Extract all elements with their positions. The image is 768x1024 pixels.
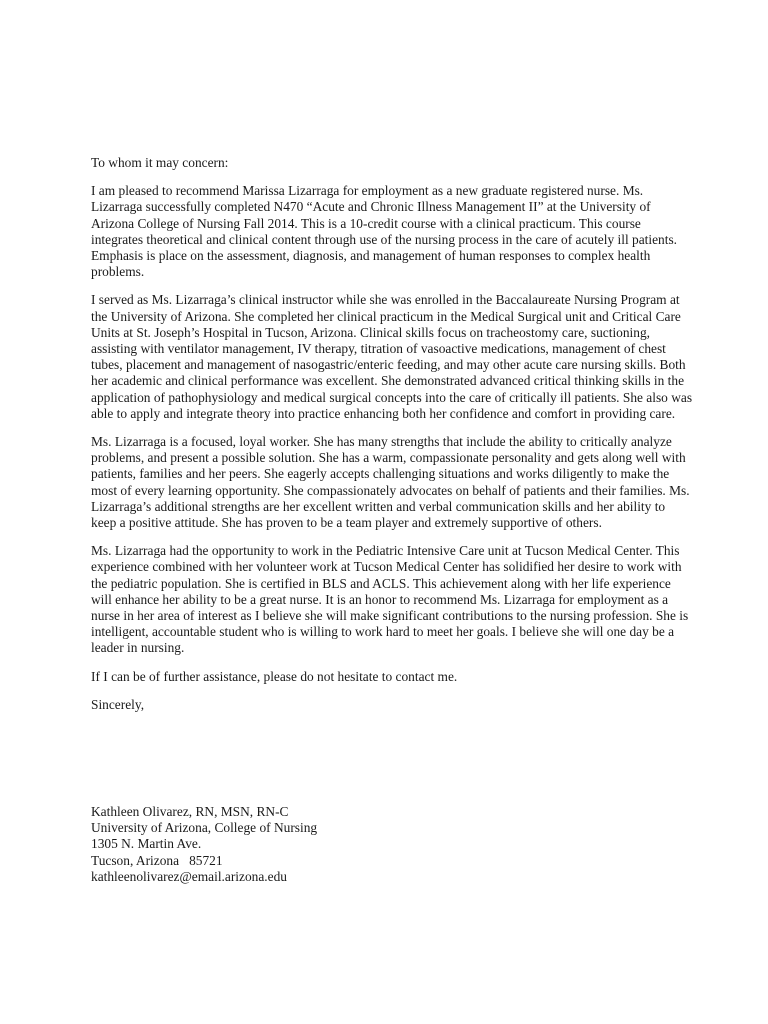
signatory-city-state-zip: Tucson, Arizona 85721	[91, 852, 223, 868]
signatory-name: Kathleen Olivarez, RN, MSN, RN-C	[91, 804, 289, 819]
letter-body	[91, 155, 693, 713]
signatory-organization: University of Arizona, College of Nursing	[91, 820, 318, 836]
paragraph-strengths: Ms. Lizarraga is a focused, loyal worker. She has many strengths that include the ability to critically analyze problems, and present a possible solution. She has a warm, compassionate personality and gets along well with patients, families and her peers. She eagerly accepts challenging situations and works diligently to make the most of every learning opportunity. She compassionately advocates on behalf of patients and their families. Ms. Lizarraga’s additional strengths are her excellent written and verbal communication skills and her ability to keep a positive attitude. She has proven to be a team player and extremely supportive of others.	[91, 434, 690, 531]
signatory-street: 1305 N. Martin Ave.	[91, 836, 202, 852]
paragraph-pediatric-experience: Ms. Lizarraga had the opportunity to work in the Pediatric Intensive Care unit at Tucson Medical Center. This experience combined with her volunteer work at Tucson Medical Center has solidified her desire to work with the pediatric population. She is certified in BLS and ACLS. This achievement along with her life experience will enhance her ability to be a great nurse. It is an honor to recommend Ms. Lizarraga for employment as a nurse in her area of interest as I believe she will make significant contributions to the nursing profession. She is intelligent, accountable student who is willing to work hard to meet her goals. I believe she will one day be a leader in nursing.	[91, 543, 689, 656]
paragraph-clinical-instruction: I served as Ms. Lizarraga’s clinical instructor while she was enrolled in the Baccalaureate Nursing Program at the University of Arizona. She completed her clinical practicum in the Medical Surgical unit and Critical Care Units at St. Joseph’s Hospital in Tucson, Arizona. Clinical skills focus on tracheostomy care, suctioning, assisting with ventilator management, IV therapy, titration of vasoactive medications, management of chest tubes, placement and management of nasogastric/enteric feeding, and may other acute care nursing skills. Both her academic and clinical performance was excellent. She demonstrated advanced critical thinking skills in the application of pathophysiology and medical surgical concepts into the care of critically ill patients. She also was able to apply and integrate theory into practice enhancing both her confidence and comfort in providing care.	[91, 292, 693, 421]
paragraph-introduction: I am pleased to recommend Marissa Lizarraga for employment as a new graduate registered nurse. Ms. Lizarraga successfully completed N470 “Acute and Chronic Illness Management II” at the University of Arizona College of Nursing Fall 2014. This is a 10-credit course with a clinical practicum. This course integrates theoretical and clinical content through use of the nursing process in the care of acutely ill patients. Emphasis is place on the assessment, diagnosis, and management of human responses to complex health problems.	[91, 183, 678, 280]
signatory-email: kathleenolivarez@email.arizona.edu	[91, 868, 287, 884]
signature-block	[91, 804, 693, 885]
valediction: Sincerely,	[91, 696, 145, 712]
salutation: To whom it may concern:	[91, 155, 229, 170]
closing-line: If I can be of further assistance, please do not hesitate to contact me.	[91, 668, 458, 684]
